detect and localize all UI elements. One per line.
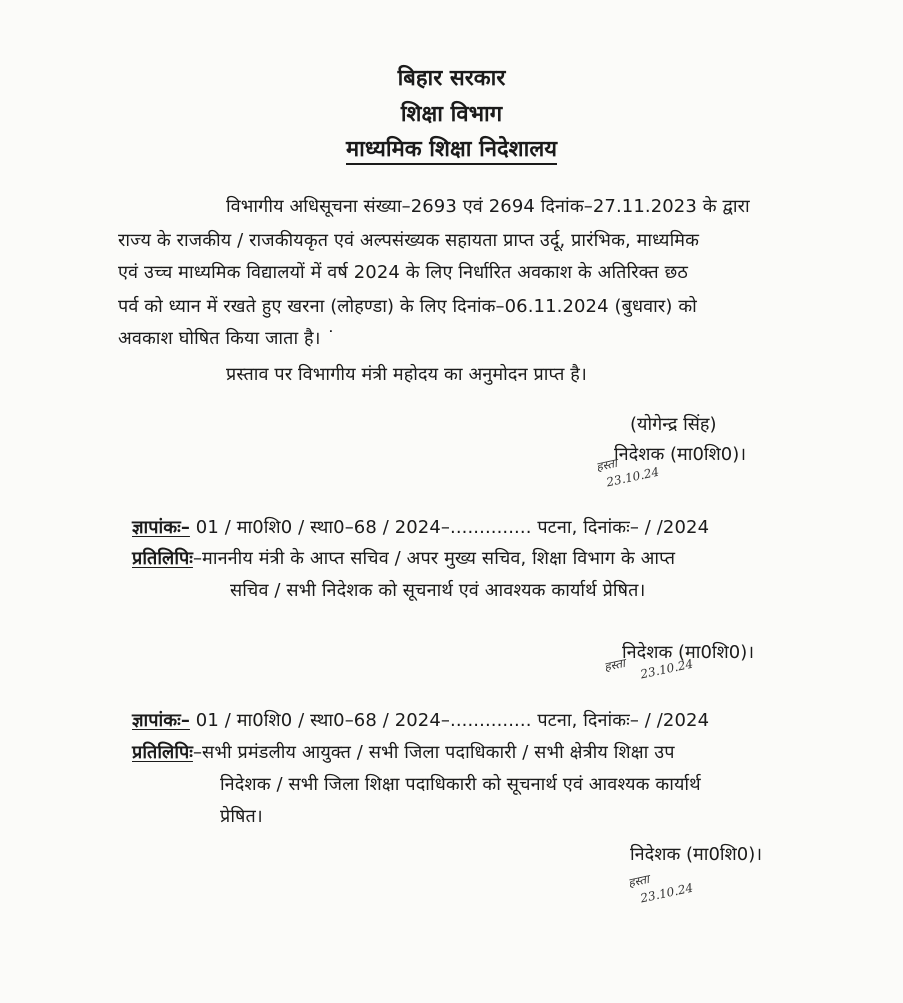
memo1-ref (132, 515, 709, 539)
signatory-designation: निदेशक (मा0शि0)। (614, 444, 747, 465)
para1-line5: अवकाश घोषित किया जाता है। ˙ (118, 328, 336, 349)
signatory3-designation: निदेशक (मा0शि0)। (630, 844, 763, 865)
memo2-label: ज्ञापांकः– (132, 710, 190, 731)
para1-line4: पर्व को ध्यान में रखते हुए खरना (लोहण्डा) के लिए दिनांक–06.11.2024 (बुधवार) को (118, 296, 697, 317)
memo1-copy-label: प्रतिलिपिः (132, 548, 193, 569)
memo2-number: 01 / मा0शि0 / स्था0–68 / 2024–.............. पटना, दिनांकः– / /2024 (195, 710, 710, 731)
memo1-number: 01 / मा0शि0 / स्था0–68 / 2024–.............. पटना, दिनांकः– / /2024 (195, 517, 710, 538)
signature3-initials: हस्ता (626, 871, 651, 891)
header-directorate (0, 133, 903, 163)
header-government: बिहार सरकार (397, 66, 506, 91)
para1-line1: विभागीय अधिसूचना संख्या–2693 एवं 2694 दिनांक–27.11.2023 के द्वारा (226, 196, 750, 217)
signature-initials: हस्ता (594, 455, 619, 475)
header-department: शिक्षा विभाग (400, 102, 503, 127)
signature2-date: 23.10.24 (639, 656, 695, 682)
signature2-initials: हस्ता (602, 655, 627, 675)
para1-line3: एवं उच्च माध्यमिक विद्यालयों में वर्ष 2024 के लिए निर्धारित अवकाश के अतिरिक्त छठ (118, 262, 688, 283)
directorate-title: माध्यमिक शिक्षा निदेशालय (346, 137, 557, 165)
signature-date: 23.10.24 (605, 464, 661, 490)
memo1-label: ज्ञापांकः– (132, 517, 190, 538)
memo1-copy-line2: सचिव / सभी निदेशक को सूचनार्थ एवं आवश्यक कार्यार्थ प्रेषित। (230, 580, 646, 601)
para2-approval: प्रस्ताव पर विभागीय मंत्री महोदय का अनुमोदन प्राप्त है। (226, 364, 587, 385)
memo2-copy-line3: प्रेषित। (220, 806, 263, 827)
memo2-copy (132, 740, 675, 764)
memo2-copy-label: प्रतिलिपिः (132, 742, 193, 763)
memo1-copy-line1: –माननीय मंत्री के आप्त सचिव / अपर मुख्य सचिव, शिक्षा विभाग के आप्त (192, 548, 676, 569)
signature3-date: 23.10.24 (639, 880, 695, 906)
signatory-name: (योगेन्द्र सिंह) (630, 414, 717, 435)
signatory2-designation: निदेशक (मा0शि0)। (622, 642, 755, 663)
memo1-copy (132, 546, 675, 570)
memo2-ref (132, 708, 709, 732)
memo2-copy-line2: निदेशक / सभी जिला शिक्षा पदाधिकारी को सूचनार्थ एवं आवश्यक कार्यार्थ (220, 774, 701, 795)
para1-line2: राज्य के राजकीय / राजकीयकृत एवं अल्पसंख्यक सहायता प्राप्त उर्दू, प्रारंभिक, माध्यमिक (118, 230, 700, 251)
memo2-copy-line1: –सभी प्रमंडलीय आयुक्त / सभी जिला पदाधिकारी / सभी क्षेत्रीय शिक्षा उप (192, 742, 675, 763)
